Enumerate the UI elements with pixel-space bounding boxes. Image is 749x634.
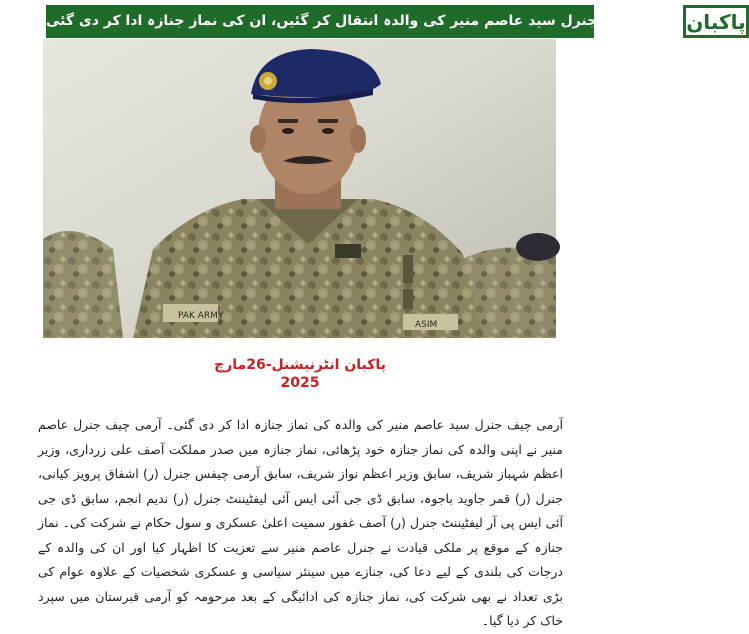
- article-body: آرمی چیف جنرل سید عاصم منیر کی والدہ کی نماز جنازہ ادا کر دی گئی۔ آرمی چیف جنرل عاصم منیر نے اپنی والدہ کی نماز جنازہ خود پڑھائی، نماز جنازہ میں صدر مملکت آصف علی زرداری، وزیر اعظم شہباز شریف، سابق وزیر اعظم نواز شریف، سابق آرمی چیفس جنرل (ر) اشفاق پرویز کیانی، جنرل (ر) قمر جاوید باجوہ، سابق ڈی جی آئی ایس آئی لیفٹیننٹ جنرل (ر) ندیم انجم، سابق ڈی جی آئی ایس پی آر لیفٹیننٹ جنرل (ر) آصف غفور سمیت اعلیٰ عسکری و سول حکام نے شرکت کی۔ نماز جنازہ کے موقع پر ملکی قیادت نے جنرل عاصم منیر سے تعزیت کا اظہار کیا اور ان کی والدہ کے درجات کی بلندی کے لیے دعا کی، جنازے میں سینئر سیاسی و عسکری شخصیات کے علاوہ عوام کی بڑی تعداد نے بھی شرکت کی، نماز جنازہ کی ادائیگی کے بعد مرحومہ کو آرمی قبرستان میں سپرد خاک کر دیا گیا۔: [38, 417, 563, 628]
- headline-text: آرمی چیف جنرل سید عاصم منیر کی والدہ انتقال کر گئیں، ان کی نماز جنازہ ادا کر دی گئی: [46, 13, 676, 29]
- brand-logo[interactable]: [683, 5, 748, 38]
- dateline: [0, 356, 600, 392]
- name-tag-label: ASIM: [415, 320, 438, 330]
- army-chief-photo: [43, 39, 556, 338]
- news-photo: [43, 39, 556, 338]
- brand-name: پاکبان: [686, 9, 746, 34]
- headline-bar: [46, 5, 746, 38]
- pak-army-label: PAK ARMY: [178, 311, 224, 321]
- dateline-year: 2025: [280, 375, 320, 391]
- dateline-source: پاکبان انٹرنیشنل-26مارچ: [214, 357, 386, 373]
